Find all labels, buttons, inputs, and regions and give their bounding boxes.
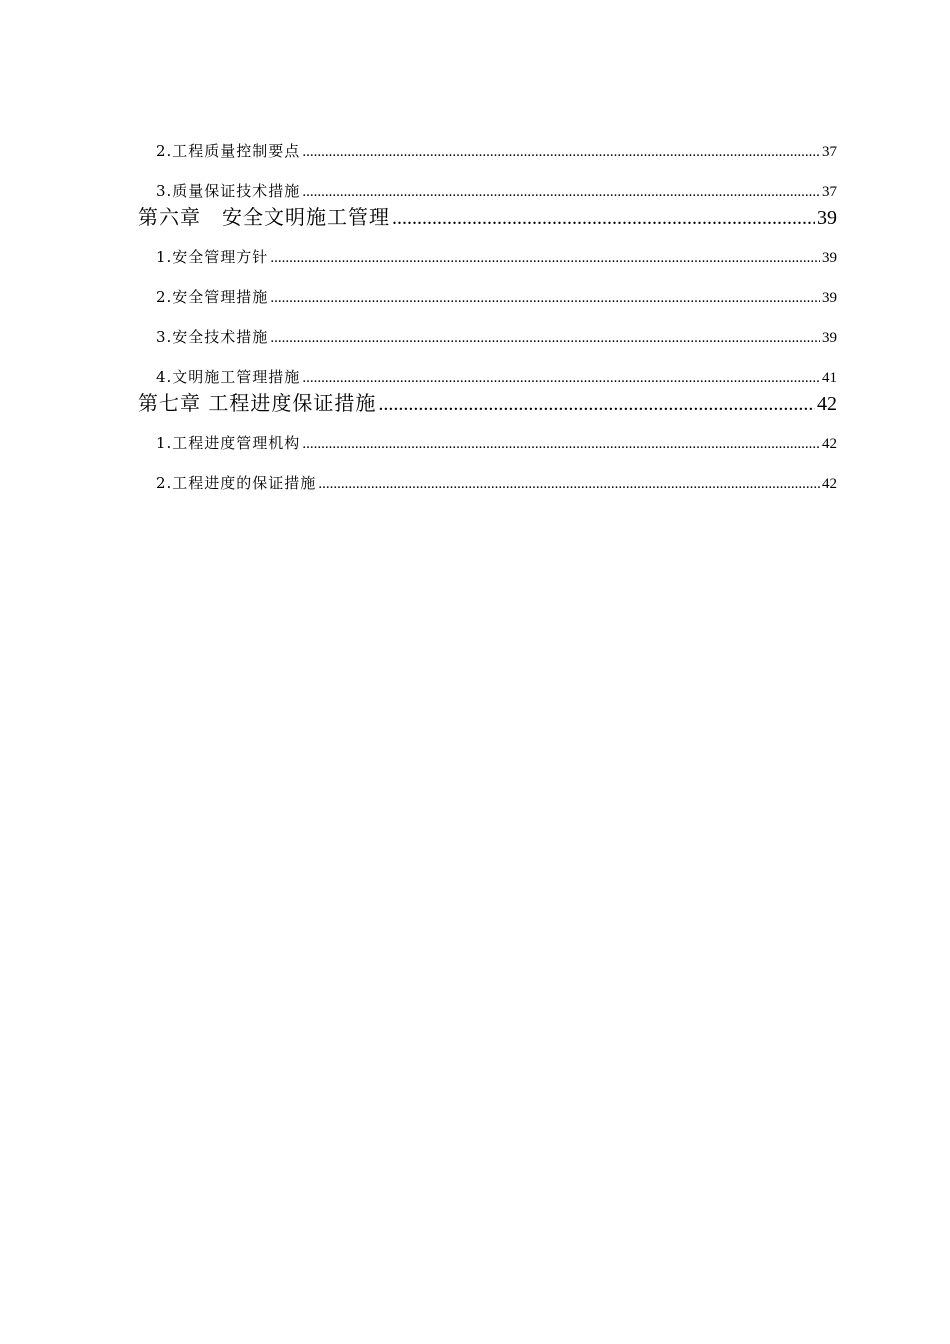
toc-entry-schedule-assurance-measures[interactable] [138,468,837,508]
toc-entry-title: 1.安全管理方针 [156,248,269,266]
toc-page-number: 39 [817,207,837,229]
toc-entry-title: 2.工程质量控制要点 [156,142,301,160]
toc-entry-safety-technical-measures[interactable] [138,322,837,362]
toc-chapter-6[interactable] [138,202,837,232]
toc-page-number: 42 [817,393,837,415]
toc-page-number: 39 [822,290,837,306]
toc-entry-title: 3.质量保证技术措施 [156,182,301,200]
toc-entry-title: 1.工程进度管理机构 [156,434,301,452]
toc-dot-leader [270,242,820,273]
table-of-contents [138,136,837,508]
toc-page-number: 39 [822,250,837,266]
toc-chapter-7[interactable] [138,388,837,418]
toc-entry-safety-policy[interactable] [138,242,837,282]
toc-entry-quality-control-points[interactable] [138,136,837,176]
toc-entry-title: 2.安全管理措施 [156,288,269,306]
toc-dot-leader [270,282,820,313]
toc-dot-leader [318,468,820,499]
toc-page-number: 42 [822,476,837,492]
toc-page-number: 39 [822,330,837,346]
toc-chapter-title: 第七章 工程进度保证措施 [138,391,377,415]
toc-dot-leader [378,388,815,419]
toc-page-number: 41 [822,370,837,386]
toc-entry-schedule-management-organization[interactable] [138,428,837,468]
toc-entry-title: 4.文明施工管理措施 [156,368,301,386]
toc-dot-leader [302,428,820,459]
toc-chapter-title: 第六章 安全文明施工管理 [138,205,390,229]
toc-page-number: 37 [822,144,837,160]
toc-dot-leader [392,202,815,233]
toc-dot-leader [302,136,820,167]
toc-entry-title: 2.工程进度的保证措施 [156,474,317,492]
toc-page-number: 37 [822,184,837,200]
toc-entry-safety-management-measures[interactable] [138,282,837,322]
toc-page-number: 42 [822,436,837,452]
toc-dot-leader [270,322,820,353]
toc-entry-title: 3.安全技术措施 [156,328,269,346]
